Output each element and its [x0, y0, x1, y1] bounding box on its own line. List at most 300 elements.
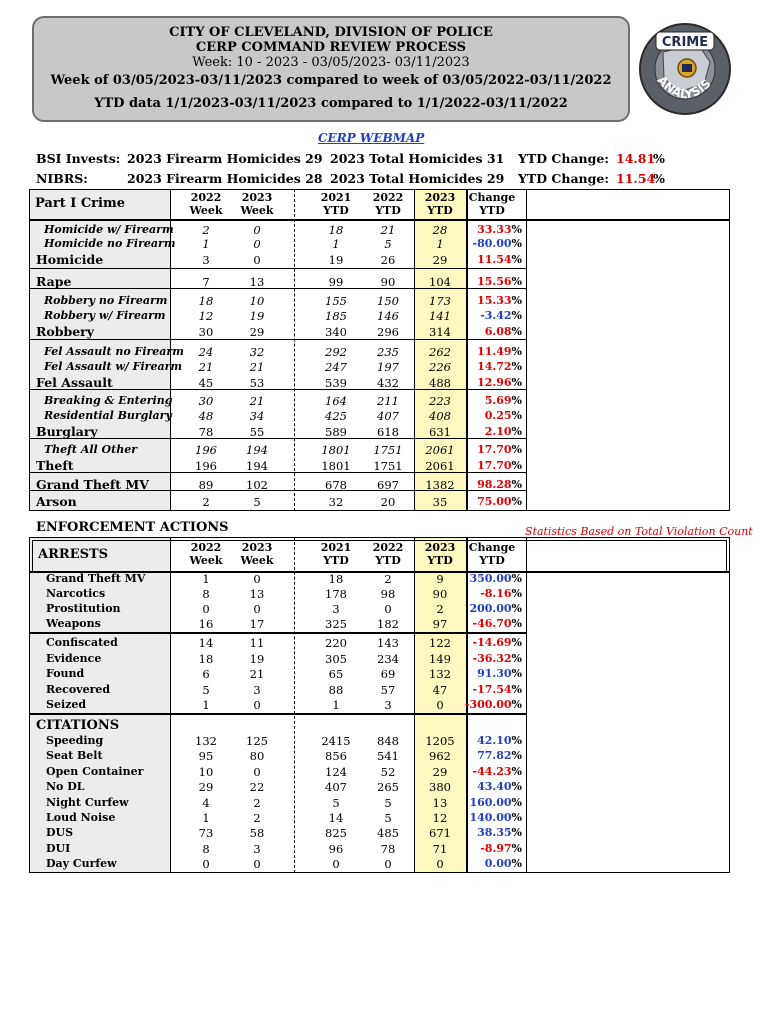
value-cell: 18 [328, 572, 344, 586]
column-header [464, 191, 520, 217]
value-cell: 173 [429, 294, 451, 308]
value-cell: 164 [325, 394, 347, 408]
crime-sublabel: Fel Assault no Firearm [44, 345, 184, 358]
percent-sign: % [511, 734, 522, 747]
value-cell: 407 [325, 780, 347, 794]
citation-label: Loud Noise [46, 811, 116, 824]
value-cell: 5 [384, 796, 392, 810]
percent-sign: % [511, 495, 522, 508]
arrests-title: ARRESTS [38, 547, 109, 562]
percent-sign: % [511, 478, 522, 491]
change-value: -3.42 [480, 309, 512, 322]
change-value: 15.33 [477, 294, 512, 307]
value-cell: 211 [377, 394, 399, 408]
change-value: -80.00 [472, 237, 512, 250]
column-divider [526, 537, 527, 873]
value-cell: 21 [380, 223, 396, 237]
arrest-label: Prostitution [46, 602, 121, 615]
column-header [178, 541, 234, 567]
value-cell: 125 [246, 734, 268, 748]
crime-label: Theft [36, 458, 74, 473]
value-cell: 196 [195, 459, 217, 473]
value-cell: 292 [325, 345, 347, 359]
percent-sign: % [511, 459, 522, 472]
arrest-label: Narcotics [46, 587, 106, 600]
crime-label: Robbery [36, 324, 95, 339]
value-cell: 2061 [425, 459, 455, 473]
percent-sign: % [511, 780, 522, 793]
value-cell: 1 [332, 237, 340, 251]
value-cell: 697 [377, 478, 399, 492]
summary-pct: % [653, 151, 665, 166]
value-cell: 90 [432, 587, 448, 601]
percent-sign: % [511, 360, 522, 373]
change-value: -17.54 [472, 683, 512, 696]
value-cell: 6 [202, 667, 210, 681]
citation-label: Day Curfew [46, 857, 117, 870]
value-cell: 19 [249, 309, 265, 323]
value-cell: 5 [202, 683, 210, 697]
change-value: 14.72 [477, 360, 512, 373]
value-cell: 5 [332, 796, 340, 810]
value-cell: 407 [377, 409, 399, 423]
value-cell: 226 [429, 360, 451, 374]
citation-label: No DL [46, 780, 85, 793]
value-cell: 26 [380, 253, 396, 267]
change-value: 200.00 [469, 602, 512, 615]
column-header [308, 191, 364, 217]
crime-sublabel: Homicide w/ Firearm [44, 223, 174, 236]
value-cell: 9 [436, 572, 444, 586]
value-cell: 95 [198, 749, 214, 763]
value-cell: 380 [429, 780, 451, 794]
value-cell: 1 [202, 698, 210, 712]
summary-label: NIBRS: [36, 171, 88, 186]
value-cell: 2 [253, 811, 261, 825]
change-value: -44.23 [472, 765, 512, 778]
value-cell: 10 [198, 765, 214, 779]
percent-sign: % [511, 617, 522, 630]
value-cell: 1801 [321, 459, 351, 473]
change-cell [452, 459, 522, 472]
column-header-period: Week [240, 204, 274, 217]
value-cell: 0 [436, 857, 444, 871]
value-cell: 19 [249, 652, 265, 666]
value-cell: 45 [198, 376, 214, 390]
value-cell: 2 [202, 223, 210, 237]
value-cell: 146 [377, 309, 399, 323]
value-cell: 8 [202, 587, 210, 601]
row-divider [29, 339, 527, 340]
summary-firearm: 2023 Firearm Homicides 29 [127, 151, 323, 166]
value-cell: 2 [202, 495, 210, 509]
change-value: -14.69 [472, 636, 512, 649]
percent-sign: % [511, 587, 522, 600]
change-value: -300.00 [464, 698, 512, 711]
value-cell: 3 [253, 842, 261, 856]
value-cell: 2061 [425, 443, 455, 457]
column-header [178, 191, 234, 217]
change-cell [452, 495, 522, 508]
value-cell: 0 [253, 237, 261, 251]
value-cell: 71 [432, 842, 448, 856]
value-cell: 0 [253, 765, 261, 779]
value-cell: 0 [384, 602, 392, 616]
value-cell: 178 [325, 587, 347, 601]
column-header-period: YTD [427, 204, 453, 217]
crime-label: Rape [36, 274, 72, 289]
percent-sign: % [511, 394, 522, 407]
change-cell [452, 376, 522, 389]
value-cell: 21 [249, 360, 265, 374]
value-cell: 149 [429, 652, 451, 666]
value-cell: 97 [432, 617, 448, 631]
change-cell [452, 309, 522, 322]
change-cell [452, 667, 522, 680]
value-cell: 150 [377, 294, 399, 308]
value-cell: 90 [380, 275, 396, 289]
change-cell [452, 749, 522, 762]
value-cell: 10 [249, 294, 265, 308]
percent-sign: % [511, 749, 522, 762]
value-cell: 0 [253, 857, 261, 871]
value-cell: 856 [325, 749, 347, 763]
value-cell: 3 [202, 253, 210, 267]
change-cell [452, 796, 522, 809]
summary-label: BSI Invests: [36, 151, 121, 166]
value-cell: 262 [429, 345, 451, 359]
cerp-webmap-link[interactable]: CERP WEBMAP [318, 131, 425, 145]
value-cell: 57 [380, 683, 396, 697]
value-cell: 325 [325, 617, 347, 631]
percent-sign: % [511, 443, 522, 456]
value-cell: 132 [429, 667, 451, 681]
logo-text-top: CRIME [661, 35, 709, 50]
crime-sublabel: Robbery no Firearm [44, 294, 168, 307]
citations-title: CITATIONS [36, 718, 120, 733]
column-header-period: YTD [323, 204, 349, 217]
statistics-note: Statistics Based on Total Violation Count [525, 525, 753, 538]
value-cell: 34 [249, 409, 265, 423]
value-cell: 69 [380, 667, 396, 681]
column-divider [294, 189, 295, 511]
value-cell: 29 [432, 253, 448, 267]
percent-sign: % [511, 811, 522, 824]
property-label: Found [46, 667, 85, 680]
change-value: 75.00 [477, 495, 512, 508]
change-cell [452, 223, 522, 236]
change-cell [452, 842, 522, 855]
value-cell: 825 [325, 826, 347, 840]
value-cell: 962 [429, 749, 451, 763]
column-divider [526, 189, 527, 511]
value-cell: 340 [325, 325, 347, 339]
percent-sign: % [511, 409, 522, 422]
value-cell: 2 [253, 796, 261, 810]
value-cell: 488 [429, 376, 451, 390]
value-cell: 13 [432, 796, 448, 810]
change-value: 140.00 [469, 811, 512, 824]
value-cell: 18 [198, 294, 214, 308]
change-cell [452, 443, 522, 456]
column-header-year: 2021 [320, 191, 352, 204]
value-cell: 0 [253, 253, 261, 267]
value-cell: 96 [328, 842, 344, 856]
value-cell: 88 [328, 683, 344, 697]
citation-label: DUS [46, 826, 74, 839]
change-cell [452, 360, 522, 373]
change-value: 17.70 [477, 443, 512, 456]
summary-ytd-value: 11.54 [616, 171, 656, 186]
column-header-year: 2023 [424, 541, 456, 554]
change-cell [452, 572, 522, 585]
column-header-period: Week [240, 554, 274, 567]
value-cell: 14 [198, 636, 214, 650]
change-cell [452, 587, 522, 600]
percent-sign: % [511, 223, 522, 236]
header-line-4: Week of 03/05/2023-03/11/2023 compared to week of 03/05/2022-03/11/2022 [50, 73, 612, 88]
change-value: 77.82 [477, 749, 512, 762]
value-cell: 0 [202, 857, 210, 871]
change-cell [452, 617, 522, 630]
column-header [229, 191, 285, 217]
percent-sign: % [511, 796, 522, 809]
percent-sign: % [511, 698, 522, 711]
change-value: 350.00 [469, 572, 512, 585]
value-cell: 4 [202, 796, 210, 810]
value-cell: 14 [328, 811, 344, 825]
crime-label: Arson [36, 494, 77, 509]
change-cell [452, 636, 522, 649]
column-header-period: YTD [375, 204, 401, 217]
change-value: 42.10 [477, 734, 512, 747]
value-cell: 29 [432, 765, 448, 779]
value-cell: 220 [325, 636, 347, 650]
value-cell: 0 [202, 602, 210, 616]
percent-sign: % [511, 345, 522, 358]
change-cell [452, 394, 522, 407]
value-cell: 185 [325, 309, 347, 323]
value-cell: 13 [249, 587, 265, 601]
value-cell: 132 [195, 734, 217, 748]
value-cell: 55 [249, 425, 265, 439]
change-value: 38.35 [477, 826, 512, 839]
value-cell: 1205 [425, 734, 455, 748]
header-line-3: Week: 10 - 2023 - 03/05/2023- 03/11/2023 [192, 55, 470, 70]
change-cell [452, 478, 522, 491]
value-cell: 53 [249, 376, 265, 390]
crime-sublabel: Fel Assault w/ Firearm [44, 360, 183, 373]
change-cell [452, 780, 522, 793]
value-cell: 182 [377, 617, 399, 631]
value-cell: 265 [377, 780, 399, 794]
citation-label: Seat Belt [46, 749, 103, 762]
change-cell [452, 345, 522, 358]
column-header [464, 541, 520, 567]
value-cell: 485 [377, 826, 399, 840]
change-cell [452, 857, 522, 870]
value-cell: 29 [249, 325, 265, 339]
change-cell [452, 698, 522, 711]
row-divider [29, 268, 527, 269]
change-value: 2.10 [484, 425, 512, 438]
column-divider [170, 537, 171, 873]
value-cell: 99 [328, 275, 344, 289]
summary-total: 2023 Total Homicides 29 [330, 171, 505, 186]
value-cell: 589 [325, 425, 347, 439]
value-cell: 11 [249, 636, 265, 650]
header-line-1: CITY OF CLEVELAND, DIVISION OF POLICE [169, 25, 493, 40]
citation-label: Night Curfew [46, 796, 129, 809]
change-value: 15.56 [477, 275, 512, 288]
value-cell: 223 [429, 394, 451, 408]
column-divider [294, 537, 295, 873]
crime-label: Fel Assault [36, 375, 113, 390]
row-divider [29, 713, 527, 715]
summary-ytd-value: 14.81 [616, 151, 656, 166]
value-cell: 30 [198, 325, 214, 339]
crime-sublabel: Theft All Other [44, 443, 138, 456]
value-cell: 52 [380, 765, 396, 779]
change-value: 6.08 [484, 325, 512, 338]
change-cell [452, 253, 522, 266]
column-header-period: YTD [479, 554, 505, 567]
change-cell [452, 425, 522, 438]
value-cell: 1 [436, 237, 444, 251]
value-cell: 28 [432, 223, 448, 237]
value-cell: 19 [328, 253, 344, 267]
value-cell: 432 [377, 376, 399, 390]
citation-label: Speeding [46, 734, 104, 747]
value-cell: 58 [249, 826, 265, 840]
percent-sign: % [511, 376, 522, 389]
change-cell [452, 826, 522, 839]
value-cell: 194 [246, 459, 268, 473]
change-value: -8.97 [480, 842, 512, 855]
crime-label: Grand Theft MV [36, 477, 149, 492]
value-cell: 122 [429, 636, 451, 650]
change-value: 0.25 [484, 409, 512, 422]
percent-sign: % [511, 652, 522, 665]
value-cell: 30 [198, 394, 214, 408]
value-cell: 1751 [373, 459, 403, 473]
report-header [32, 16, 630, 122]
change-value: 43.40 [477, 780, 512, 793]
value-cell: 0 [384, 857, 392, 871]
value-cell: 3 [332, 602, 340, 616]
column-header-period: Week [189, 554, 223, 567]
column-header-period: YTD [323, 554, 349, 567]
column-header [308, 541, 364, 567]
value-cell: 5 [253, 495, 261, 509]
value-cell: 141 [429, 309, 451, 323]
value-cell: 17 [249, 617, 265, 631]
change-cell [452, 275, 522, 288]
column-header-year: 2022 [372, 541, 404, 554]
change-cell [452, 683, 522, 696]
value-cell: 78 [380, 842, 396, 856]
column-header-year: Change [468, 191, 516, 204]
column-header-period: YTD [479, 204, 505, 217]
summary-total: 2023 Total Homicides 31 [330, 151, 505, 166]
value-cell: 539 [325, 376, 347, 390]
percent-sign: % [511, 857, 522, 870]
value-cell: 48 [198, 409, 214, 423]
value-cell: 0 [253, 602, 261, 616]
value-cell: 32 [328, 495, 344, 509]
crime-sublabel: Breaking & Entering [44, 394, 173, 407]
value-cell: 1 [202, 237, 210, 251]
percent-sign: % [511, 275, 522, 288]
value-cell: 196 [195, 443, 217, 457]
column-header [360, 191, 416, 217]
value-cell: 0 [332, 857, 340, 871]
change-value: 91.30 [477, 667, 512, 680]
citation-label: DUI [46, 842, 71, 855]
column-header-period: YTD [427, 554, 453, 567]
value-cell: 18 [198, 652, 214, 666]
percent-sign: % [511, 667, 522, 680]
value-cell: 143 [377, 636, 399, 650]
value-cell: 102 [246, 478, 268, 492]
value-cell: 104 [429, 275, 451, 289]
value-cell: 16 [198, 617, 214, 631]
value-cell: 631 [429, 425, 451, 439]
value-cell: 29 [198, 780, 214, 794]
percent-sign: % [511, 309, 522, 322]
crime-label: Homicide [36, 252, 104, 267]
value-cell: 1 [202, 572, 210, 586]
crime-sublabel: Robbery w/ Firearm [44, 309, 166, 322]
property-label: Recovered [46, 683, 111, 696]
value-cell: 155 [325, 294, 347, 308]
summary-ytd-label: YTD Change: [518, 171, 609, 186]
value-cell: 78 [198, 425, 214, 439]
change-cell [452, 602, 522, 615]
value-cell: 296 [377, 325, 399, 339]
value-cell: 314 [429, 325, 451, 339]
value-cell: 21 [198, 360, 214, 374]
value-cell: 5 [384, 811, 392, 825]
column-header [412, 191, 468, 217]
summary-pct: % [653, 171, 665, 186]
value-cell: 98 [380, 587, 396, 601]
change-value: -36.32 [472, 652, 512, 665]
property-label: Confiscated [46, 636, 118, 649]
column-header-year: 2023 [241, 191, 273, 204]
enforcement-title: ENFORCEMENT ACTIONS [36, 520, 229, 535]
column-header [229, 541, 285, 567]
change-value: 11.49 [477, 345, 512, 358]
value-cell: 678 [325, 478, 347, 492]
percent-sign: % [511, 425, 522, 438]
value-cell: 5 [384, 237, 392, 251]
value-cell: 3 [384, 698, 392, 712]
value-cell: 73 [198, 826, 214, 840]
change-value: -8.16 [480, 587, 512, 600]
value-cell: 47 [432, 683, 448, 697]
percent-sign: % [511, 826, 522, 839]
change-value: 5.69 [484, 394, 512, 407]
summary-ytd-label: YTD Change: [518, 151, 609, 166]
change-value: 11.54 [477, 253, 512, 266]
value-cell: 2 [384, 572, 392, 586]
change-value: 98.28 [477, 478, 512, 491]
value-cell: 408 [429, 409, 451, 423]
value-cell: 197 [377, 360, 399, 374]
value-cell: 0 [436, 698, 444, 712]
value-cell: 1751 [373, 443, 403, 457]
